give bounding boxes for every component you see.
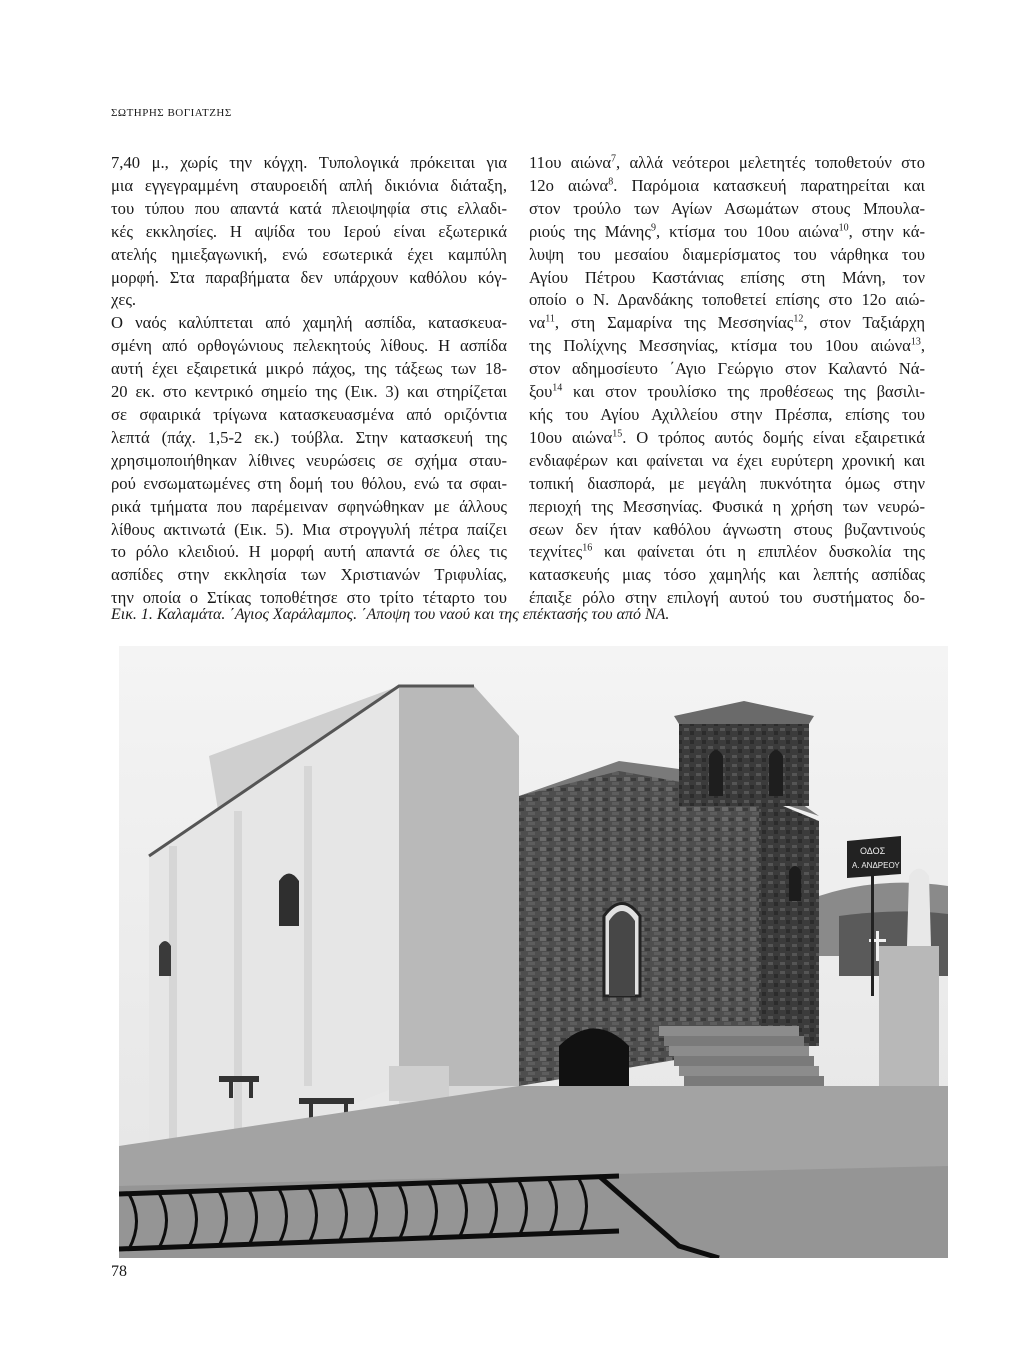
figure-caption: Εικ. 1. Καλαμάτα. ΄Αγιος Χαράλαμπος. ΄Αποψη του ναού και της επέκτασής του από ΝΑ. <box>111 606 670 623</box>
text-line <box>529 198 925 221</box>
text-line <box>529 152 925 175</box>
text-line: αυτή έχει εξαιρετικά μικρό πάχος, της τάξεως των 18- <box>111 359 507 379</box>
text-line: λεπτά (πάχ. 1,5-2 εκ.) τούβλα. Στην κατασκευή της <box>111 427 507 447</box>
extension-facade <box>399 686 519 1086</box>
text-line <box>529 312 925 335</box>
footnote-marker: 14 <box>552 382 563 394</box>
text-segment: ριούς της Μάνης <box>529 221 651 241</box>
text-line <box>529 175 925 198</box>
footnote-marker: 15 <box>612 428 623 440</box>
text-line: μορφή. Στα παραβήματα δεν υπάρχουν καθόλου κόγ- <box>111 267 507 287</box>
text-line <box>529 450 925 473</box>
text-segment: Αγίου Πέτρου Καστάνιας επίσης στη Μάνη, τον <box>529 267 925 287</box>
footnote-marker: 11 <box>545 313 555 325</box>
text-segment: τεχνίτες <box>529 542 583 562</box>
text-segment: λυψη του μεσαίου διαμερίσματος του νάρθηκα του <box>529 244 925 264</box>
text-segment: περιοχή της Μεσσηνίας. Φυσικά η χρήση των νευρώ- <box>529 496 925 516</box>
text-segment: . Ο τρόπος αυτός δομής είναι εξαιρετικά <box>622 427 925 447</box>
text-segment: έπαιξε ρόλο στην επιλογή αυτού του συστήματος δο- <box>529 588 925 608</box>
text-line <box>529 427 925 450</box>
text-line <box>529 244 925 267</box>
text-segment: ξου <box>529 382 553 402</box>
text-line: 20 εκ. στο κεντρικό σημείο της (Εικ. 3) και στηρίζεται <box>111 382 507 402</box>
text-segment: στον αδημοσίευτο ΄Αγιο Γεώργιο στον Καλαντό Νά- <box>529 359 925 379</box>
text-line: σμένη από ορθογώνιους πελεκητούς λίθους. Η ασπίδα <box>111 336 507 356</box>
text-line: χες. <box>111 290 137 310</box>
text-line: την οποία ο Στίκας τοποθέτησε στο τρίτο τέταρτο του <box>111 588 507 608</box>
text-segment: 11ου αιώνα <box>529 153 612 172</box>
text-line: ρικά τμήματα που παρέμειναν σφηνώθηκαν με άλλους <box>111 496 507 516</box>
footnote-marker: 16 <box>582 542 593 554</box>
text-segment: κής του Αγίου Αχιλλείου στην Πρέσπα, επίσης του <box>529 404 925 424</box>
footnote-marker: 12 <box>793 313 804 325</box>
running-head: ΣΩΤΗΡΗΣ ΒΟΓΙΑΤΖΗΣ <box>111 107 232 119</box>
text-segment: , κτίσμα του 10ου αιώνα <box>655 221 839 241</box>
footnote-marker: 9 <box>650 222 656 234</box>
text-segment: της Πολίχνης Μεσσηνίας, κτίσμα του 10ου αιώνα <box>529 336 911 356</box>
left-column <box>111 152 507 610</box>
text-line <box>529 267 925 290</box>
text-line: 7,40 μ., χωρίς την κόγχη. Τυπολογικά πρόκειται για <box>111 153 507 172</box>
footnote-marker: 10 <box>838 222 849 234</box>
text-line <box>529 496 925 519</box>
text-line: κές εκκλησίες. Η αψίδα του Ιερού είναι εξωτερικά <box>111 221 507 241</box>
text-segment: και στον τρουλίσκο της προθέσεως της βασιλι- <box>562 382 925 402</box>
svg-text:ΟΔΟΣ: ΟΔΟΣ <box>860 846 886 856</box>
footnote-marker: 7 <box>611 153 617 165</box>
text-line <box>529 541 925 564</box>
text-segment: τοπική διασπορά, με μεγάλη πυκνότητα όμως στην <box>529 473 925 493</box>
text-segment: οποίο ο Ν. Δρανδάκης τοποθετεί επίσης στο 12ο αιώ- <box>529 290 925 310</box>
right-column <box>529 152 925 610</box>
text-segment: 12ο αιώνα <box>529 175 609 195</box>
text-line: μια εγγεγραμμένη σταυροειδή απλή δικιόνια διάταξη, <box>111 175 507 195</box>
text-line <box>529 221 925 244</box>
text-line: ασπίδες στην εκκλησία των Χριστιανών Τριφυλίας, <box>111 565 507 585</box>
text-segment: κατασκευής μιας τόσο χαμηλής και λεπτής ασπίδας <box>529 565 925 585</box>
footnote-marker: 8 <box>608 176 614 188</box>
text-line: το ρόλο κλειδιού. Η μορφή αυτή απαντά σε όλες τις <box>111 542 507 562</box>
text-segment: , αλλά νεότεροι μελετητές τοποθετούν στο <box>616 153 925 172</box>
text-line: του τύπου που απαντά κατά πλειοψηφία στις ελλαδι- <box>111 198 507 218</box>
text-line: ρού ενσωματωμένες στη δομή του θόλου, ενώ τα σφαι- <box>111 473 507 493</box>
text-segment: ενδιαφέρων και φαίνεται να έχει ευρύτερη χρονική και <box>529 450 925 470</box>
arched-window <box>279 874 299 927</box>
text-segment: , στην κά- <box>848 221 925 241</box>
text-line <box>529 358 925 381</box>
church-photo <box>119 646 948 1258</box>
text-line <box>529 335 925 358</box>
footnote-marker: 13 <box>910 336 921 348</box>
svg-text:Α. ΑΝΔΡΕΟΥ: Α. ΑΝΔΡΕΟΥ <box>852 861 900 870</box>
page-number: 78 <box>111 1263 127 1280</box>
text-segment: . Παρόμοια κατασκευή παρατηρείται και <box>613 175 925 195</box>
text-line <box>529 404 925 427</box>
text-line <box>529 564 925 587</box>
text-segment: σεων δεν ήταν καθόλου άγνωστη στους βυζαντινούς <box>529 519 925 539</box>
text-line <box>529 289 925 312</box>
text-segment: , στον Ταξιάρχη <box>803 313 926 333</box>
text-line: λίθους ακτινωτά (Εικ. 5). Μια στρογγυλή πέτρα παίζει <box>111 519 507 539</box>
bench <box>299 1098 354 1104</box>
text-line <box>529 381 925 404</box>
text-line: ατελής ημιεξαγωνική, ενώ εσωτερικά έχει καμπύλη <box>111 244 507 264</box>
statue <box>907 869 931 947</box>
text-segment: , στη Σαμαρίνα της Μεσσηνίας <box>554 313 794 333</box>
text-segment: να <box>529 313 546 333</box>
text-segment: στον τρούλο των Αγίων Ασωμάτων στους Μπουλα- <box>529 198 925 218</box>
text-line <box>529 519 925 542</box>
text-segment: , <box>920 336 925 356</box>
text-segment: 10ου αιώνα <box>529 427 613 447</box>
dome-drum <box>679 716 809 806</box>
text-line: Ο ναός καλύπτεται από χαμηλή ασπίδα, κατασκευα- <box>111 313 507 333</box>
text-line <box>529 473 925 496</box>
text-line: σε σφαιρικά τρίγωνα κατασκευασμένα από οριζόντια <box>111 404 507 424</box>
text-line: χρησιμοποιήθηκαν λίθινες νευρώσεις σε σχήμα σταυ- <box>111 450 507 470</box>
text-segment: και φαίνεται ότι η επιπλέον δυσκολία της <box>592 542 925 562</box>
